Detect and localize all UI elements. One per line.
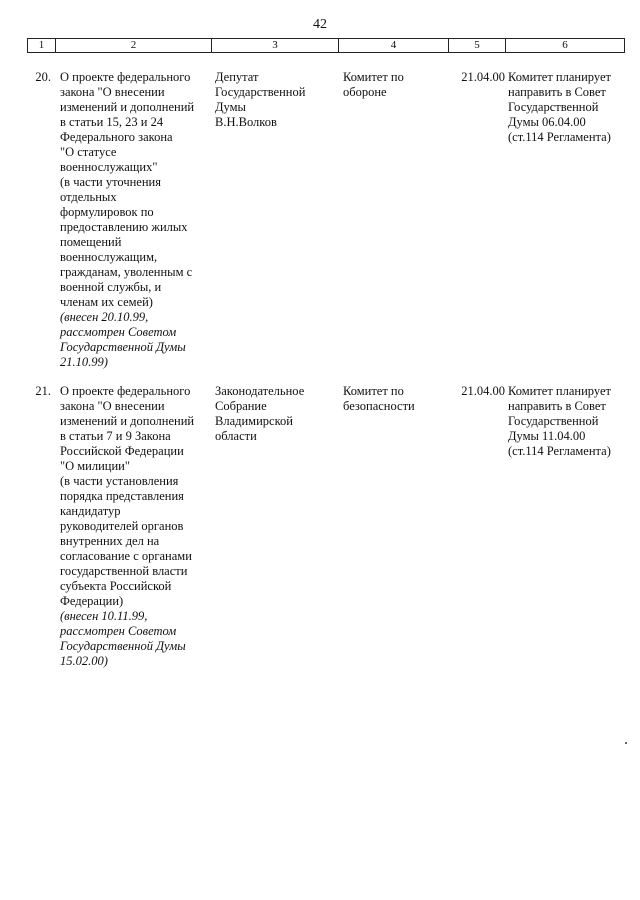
text-line: Собрание [215,399,267,413]
text-line: согласование с органами [60,549,192,563]
text-line: О проекте федерального [60,70,191,84]
text-line: военной службы, и [60,280,162,294]
text-line: обороне [343,85,387,99]
status-line: рассмотрен Советом [60,624,177,638]
text-line: Комитет по [343,70,404,84]
text-line: предоставлению жилых [60,220,188,234]
text-line: Думы [215,100,246,114]
text-line: В.Н.Волков [215,115,277,129]
text-line: Государственной [508,100,599,114]
text-line: руководителей органов [60,519,184,533]
text-line: О проекте федерального [60,384,191,398]
column-number-header [27,38,625,53]
status-line: 21.10.99) [60,355,108,369]
text-line: гражданам, уволенным с [60,265,193,279]
text-line: Комитет планирует [508,70,611,84]
text-line: Законодательное [215,384,305,398]
text-line: "О милиции" [60,459,130,473]
column-number: 4 [339,39,449,52]
status-line: (внесен 10.11.99, [60,609,148,623]
text-line: помещений [60,235,122,249]
text-line: закона "О внесении [60,399,165,413]
row-number: 21. [35,384,51,398]
text-line: направить в Совет [508,399,606,413]
status-line: рассмотрен Советом [60,325,177,339]
text-line: субъекта Российской [60,579,172,593]
text-line: в статьи 15, 23 и 24 [60,115,164,129]
text-line: области [215,429,257,443]
responsible-committee [343,70,448,100]
text-line: Думы 11.04.00 [508,429,586,443]
text-line: кандидатур [60,504,121,518]
bill-title [60,70,215,370]
text-line: Российской Федерации [60,444,184,458]
text-line: Комитет по [343,384,404,398]
date: 21.04.00 [461,384,505,398]
text-line: Депутат [215,70,259,84]
text-line: военнослужащих" [60,160,158,174]
text-line: закона "О внесении [60,85,165,99]
text-line: Государственной [508,414,599,428]
text-line: (в части уточнения [60,175,161,189]
text-line: Комитет планирует [508,384,611,398]
note [508,384,625,459]
bill-author [215,384,340,444]
scan-speck [625,742,627,744]
text-line: государственной власти [60,564,188,578]
text-line: Федерального закона [60,130,173,144]
text-line: формулировок по [60,205,154,219]
page-number: 42 [313,17,327,32]
column-number: 5 [449,39,506,52]
status-line: Государственной Думы [60,340,186,354]
status-line: 15.02.00) [60,654,108,668]
column-number: 6 [562,39,568,51]
text-line: (в части установления [60,474,179,488]
column-number: 2 [56,39,212,52]
text-line: военнослужащим, [60,250,158,264]
text-line: безопасности [343,399,415,413]
text-line: изменений и дополнений [60,414,195,428]
text-line: Думы 06.04.00 [508,115,586,129]
text-line: (ст.114 Регламента) [508,130,611,144]
text-line: Государственной [215,85,306,99]
text-line: направить в Совет [508,85,606,99]
text-line: Федерации) [60,594,124,608]
text-line: "О статусе [60,145,117,159]
text-line: (ст.114 Регламента) [508,444,611,458]
status-line: (внесен 20.10.99, [60,310,149,324]
responsible-committee [343,384,448,414]
text-line: изменений и дополнений [60,100,195,114]
note [508,70,625,145]
status-line: Государственной Думы [60,639,186,653]
column-number: 3 [212,39,339,52]
column-number: 1 [28,39,56,52]
bill-title [60,384,215,669]
date: 21.04.00 [461,70,505,84]
text-line: порядка представления [60,489,184,503]
text-line: членам их семей) [60,295,153,309]
text-line: в статьи 7 и 9 Закона [60,429,171,443]
bill-author [215,70,340,130]
text-line: Владимирской [215,414,293,428]
text-line: внутренних дел на [60,534,160,548]
row-number: 20. [35,70,51,84]
text-line: отдельных [60,190,117,204]
